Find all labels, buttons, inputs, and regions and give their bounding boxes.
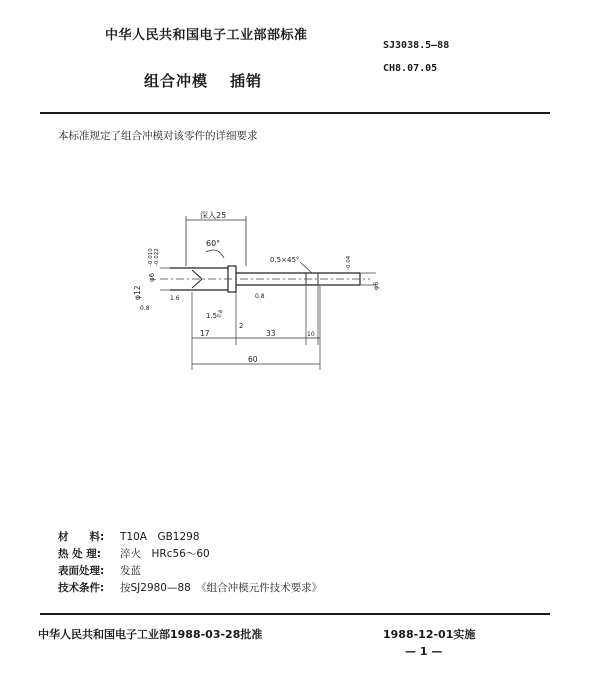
diameter-fit-label: φ6	[148, 272, 156, 282]
angle-label: 60°	[206, 239, 221, 248]
spec-material-label: 材 料:	[58, 531, 105, 543]
angle-arc	[206, 250, 224, 258]
effective-date: 1988-12-01实施	[383, 628, 476, 641]
dimension-33: 33	[266, 329, 276, 338]
tolerance-right: -0.04	[346, 255, 352, 270]
surface-finish-mark: 0.8	[140, 305, 150, 312]
standard-number: SJ3038.5—88	[383, 40, 450, 51]
scope-text: 本标准规定了组合冲模对该零件的详细要求	[58, 130, 258, 142]
tolerance-upper: -0.010	[148, 248, 154, 266]
diameter-right-label: φ6	[372, 281, 380, 290]
document-title	[144, 70, 262, 91]
technical-drawing	[130, 200, 390, 380]
dimension-10: 10	[307, 331, 315, 338]
spec-tech-value: 按SJ2980—88 《组合冲模元件技术要求》	[120, 582, 323, 594]
diameter-large-label: φ12	[133, 285, 142, 300]
spec-material	[58, 529, 200, 544]
dimension-60: 60	[248, 355, 258, 364]
title-main: 组合冲模	[144, 72, 209, 90]
gap-label: 2	[239, 322, 244, 330]
spec-tech-label: 技术条件:	[58, 582, 105, 594]
thickness-label: 1.5	[206, 312, 218, 320]
spec-surface-value: 发蓝	[120, 565, 141, 577]
spec-technical-conditions	[58, 580, 322, 595]
spec-surface-label: 表面处理:	[58, 565, 105, 577]
spec-surface-treatment	[58, 563, 141, 578]
chamfer-label: 0.5×45°	[270, 256, 300, 264]
leader-line	[300, 262, 312, 273]
tolerance-lower: -0.022	[154, 248, 160, 266]
page-number: — 1 —	[405, 645, 443, 658]
spec-heat-treatment	[58, 546, 210, 561]
surface-finish-mark: 0.8	[255, 293, 265, 300]
approval-date: 中华人民共和国电子工业部1988-03-28批准	[38, 628, 263, 641]
spec-material-value: T10A GB1298	[120, 531, 200, 543]
depth-label: 深入25	[200, 211, 227, 220]
surface-finish-mark: 1.6	[170, 295, 180, 302]
dimension-17: 17	[200, 329, 210, 338]
spec-heat-label: 热 处 理:	[58, 548, 102, 560]
classification-number: CH8.07.05	[383, 63, 438, 74]
title-sub: 插销	[230, 72, 263, 90]
organization-standard-title: 中华人民共和国电子工业部部标准	[105, 28, 308, 43]
thickness-small-label: 0.8	[216, 309, 225, 319]
spec-heat-value: 淬火 HRc56～60	[120, 548, 210, 560]
footer-rule	[40, 613, 550, 615]
header-rule	[40, 112, 550, 114]
